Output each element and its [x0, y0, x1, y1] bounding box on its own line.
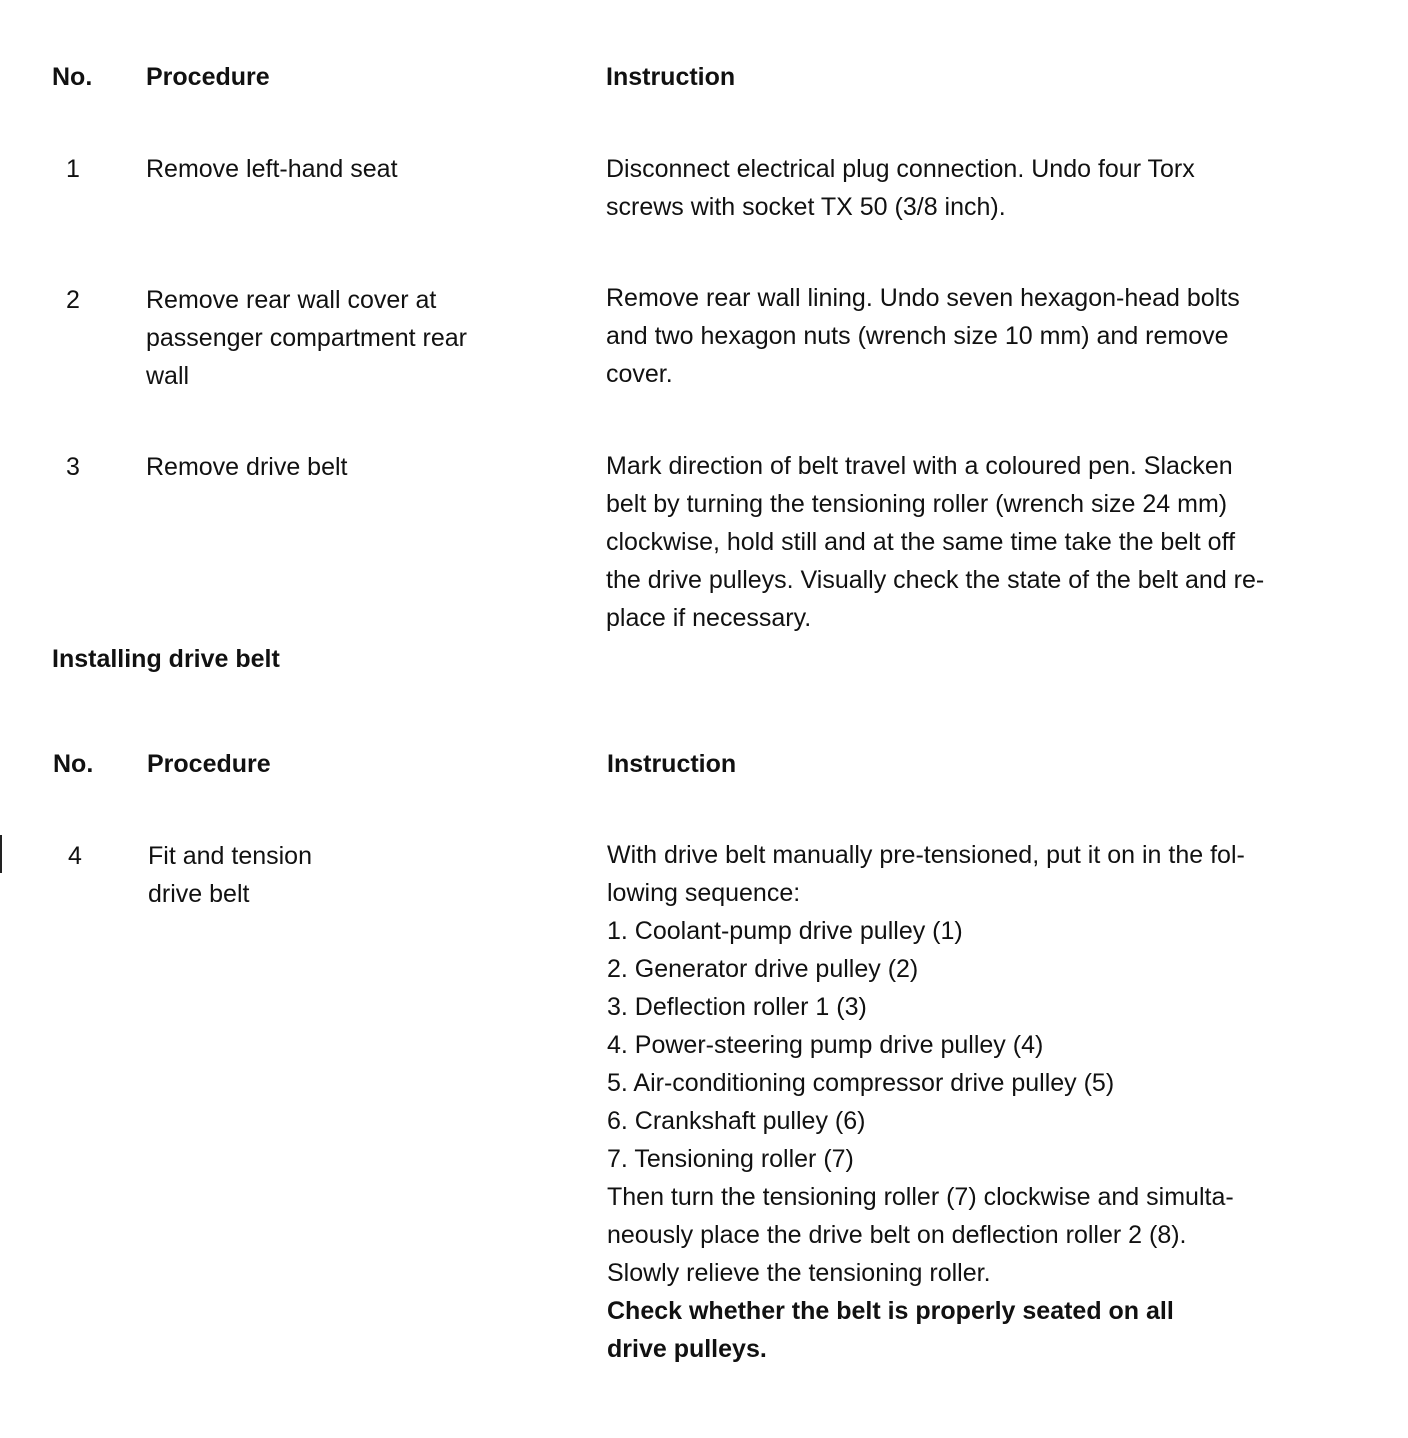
row-2-instruction: [606, 279, 1326, 393]
header-procedure: Procedure: [147, 750, 271, 778]
procedure-line: wall: [146, 362, 190, 390]
instruction-line: Then turn the tensioning roller (7) clockwise and simulta-: [607, 1183, 1234, 1211]
header-no: No.: [53, 750, 94, 778]
instruction-line: cover.: [606, 360, 673, 388]
header-instruction: Instruction: [606, 63, 736, 91]
instruction-line: the drive pulleys. Visually check the state of the belt and re-: [606, 566, 1265, 594]
instruction-line: and two hexagon nuts (wrench size 10 mm) and remove: [606, 322, 1229, 350]
row-4-instruction: [607, 836, 1327, 1368]
procedure-line: Fit and tension: [148, 842, 312, 870]
instruction-line: lowing sequence:: [607, 879, 801, 907]
header-instruction: Instruction: [607, 750, 737, 778]
instruction-line: Disconnect electrical plug connection. Undo four Torx: [606, 155, 1195, 183]
procedure-line: Remove left-hand seat: [146, 155, 398, 183]
instruction-line: neously place the drive belt on deflection roller 2 (8).: [607, 1221, 1187, 1249]
instruction-line: 1. Coolant-pump drive pulley (1): [607, 917, 963, 945]
instruction-line: screws with socket TX 50 (3/8 inch).: [606, 193, 1006, 221]
instruction-line: Slowly relieve the tensioning roller.: [607, 1259, 991, 1287]
row-4-procedure: [148, 837, 568, 913]
row-2-procedure: [146, 281, 566, 395]
instruction-line: 7. Tensioning roller (7): [607, 1145, 854, 1173]
row-2-number: 2: [66, 286, 80, 314]
row-1-instruction: [606, 150, 1326, 226]
procedure-line: drive belt: [148, 880, 250, 908]
row-3-procedure: [146, 448, 566, 486]
procedure-line: Remove rear wall cover at: [146, 286, 437, 314]
row-1-procedure: [146, 150, 566, 188]
row-4-number: 4: [68, 842, 82, 870]
row-1-number: 1: [66, 155, 80, 183]
procedure-line: passenger compartment rear: [146, 324, 467, 352]
instruction-line: With drive belt manually pre-tensioned, put it on in the fol-: [607, 841, 1245, 869]
instruction-warning-line: drive pulleys.: [607, 1335, 767, 1363]
revision-bar: [0, 835, 2, 873]
instruction-line: place if necessary.: [606, 604, 812, 632]
instruction-line: belt by turning the tensioning roller (wrench size 24 mm): [606, 490, 1228, 518]
row-3-number: 3: [66, 453, 80, 481]
instruction-line: 4. Power-steering pump drive pulley (4): [607, 1031, 1044, 1059]
instruction-line: 6. Crankshaft pulley (6): [607, 1107, 866, 1135]
instruction-line: 3. Deflection roller 1 (3): [607, 993, 867, 1021]
instruction-warning-line: Check whether the belt is properly seated on all: [607, 1297, 1174, 1325]
instruction-line: 2. Generator drive pulley (2): [607, 955, 919, 983]
instruction-line: Remove rear wall lining. Undo seven hexagon-head bolts: [606, 284, 1240, 312]
instruction-line: Mark direction of belt travel with a coloured pen. Slacken: [606, 452, 1233, 480]
section-title: Installing drive belt: [52, 645, 280, 673]
row-3-instruction: [606, 447, 1326, 637]
instruction-line: 5. Air-conditioning compressor drive pulley (5): [607, 1069, 1115, 1097]
instruction-line: clockwise, hold still and at the same time take the belt off: [606, 528, 1236, 556]
procedure-line: Remove drive belt: [146, 453, 348, 481]
header-no: No.: [52, 63, 93, 91]
header-procedure: Procedure: [146, 63, 270, 91]
